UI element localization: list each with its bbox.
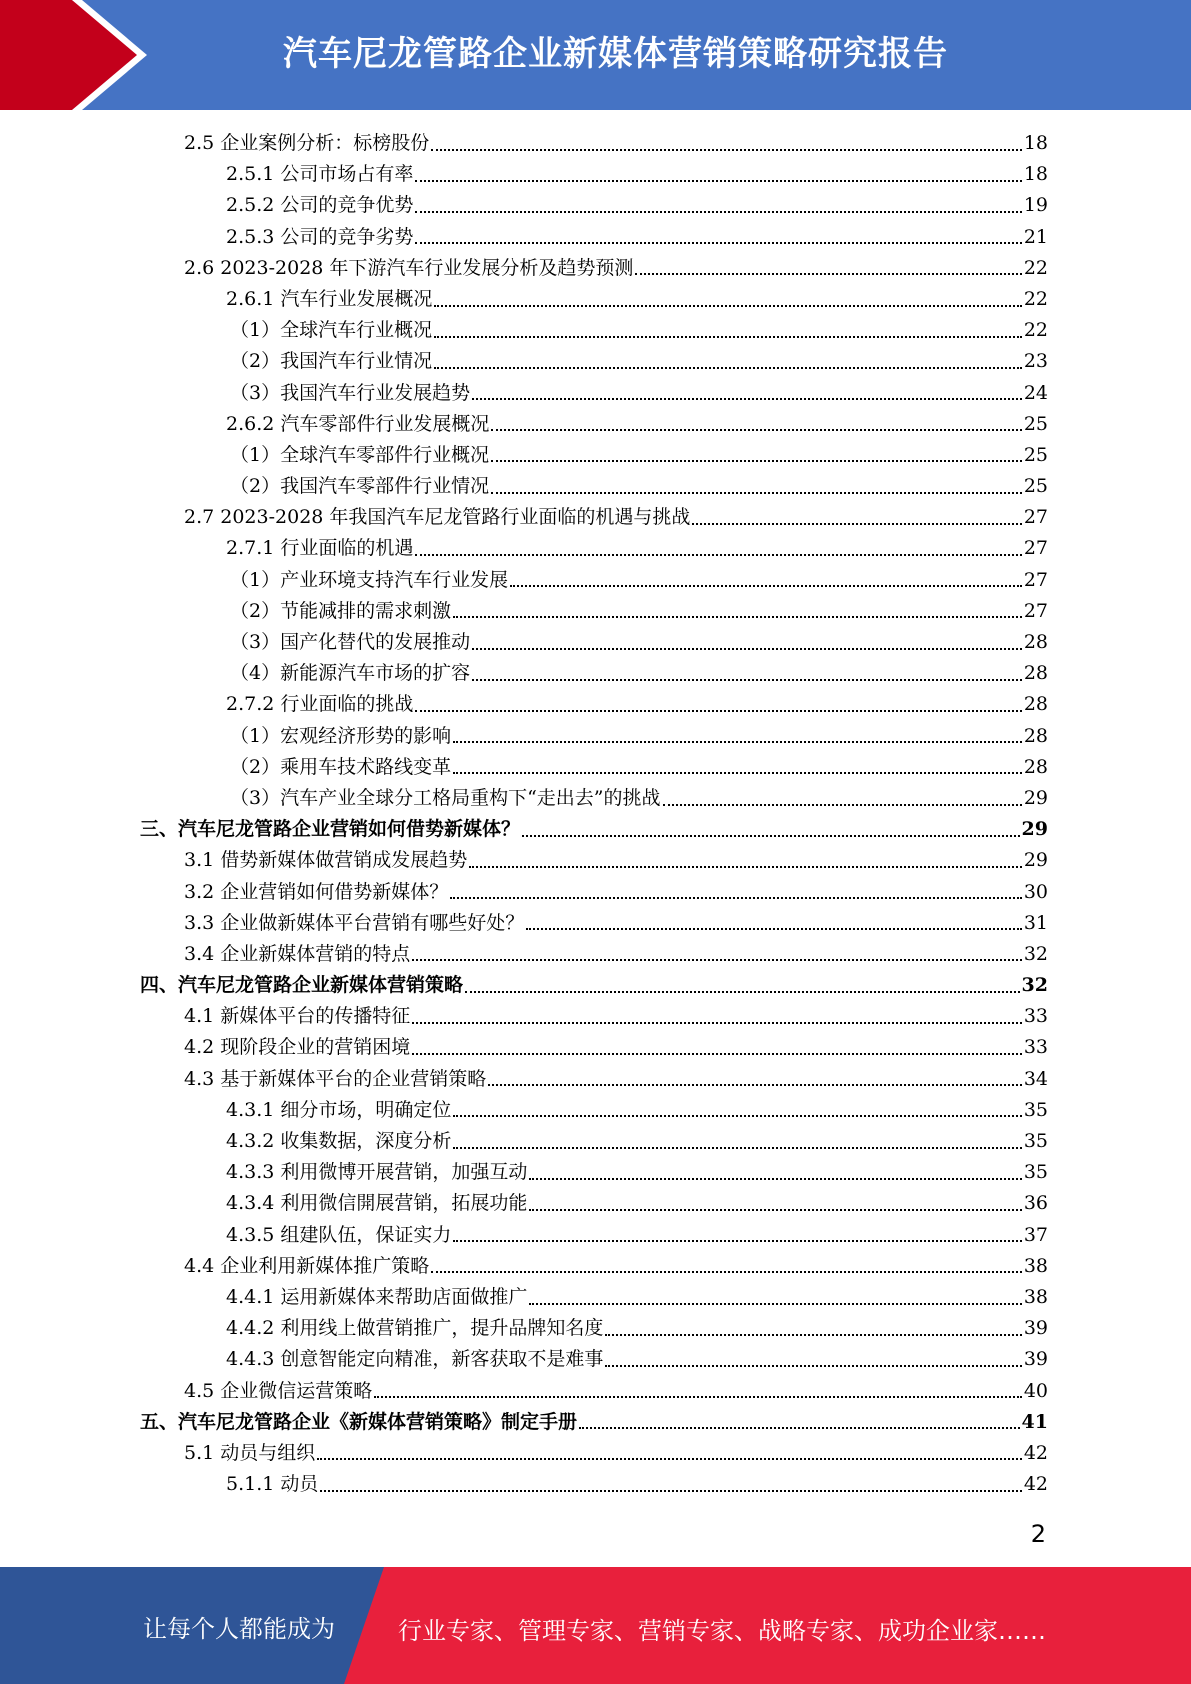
- toc-leader-dots: [415, 180, 1021, 182]
- footer-slogan-left: 让每个人都能成为: [143, 1615, 335, 1643]
- toc-entry[interactable]: [140, 346, 1048, 377]
- toc-entry-page: 29: [1021, 818, 1048, 841]
- toc-entry[interactable]: [140, 658, 1048, 689]
- toc-entry-label: （2）节能减排的需求刺激: [230, 599, 452, 622]
- toc-entry-page: 35: [1023, 1130, 1048, 1152]
- header-chevron-icon: [72, 0, 162, 110]
- report-title: 汽车尼龙管路企业新媒体营销策略研究报告: [283, 34, 948, 74]
- page-header: [0, 0, 1191, 110]
- toc-entry-label: 2.7.1 行业面临的机遇: [226, 537, 414, 560]
- footer-slogan-right: 行业专家、管理专家、营销专家、战略专家、成功企业家……: [398, 1617, 1046, 1645]
- toc-entry-page: 27: [1023, 568, 1048, 591]
- toc-leader-dots: [374, 1396, 1022, 1398]
- toc-entry[interactable]: [140, 1376, 1048, 1407]
- toc-entry-label: 4.3.2 收集数据，深度分析: [226, 1130, 452, 1152]
- toc-entry[interactable]: [140, 970, 1048, 1001]
- toc-entry-page: 21: [1023, 225, 1048, 248]
- toc-entry-page: 18: [1023, 132, 1048, 154]
- toc-leader-dots: [453, 1240, 1021, 1242]
- toc-entry-label: 4.2 现阶段企业的营销困境: [184, 1036, 411, 1059]
- toc-entry[interactable]: [140, 721, 1048, 752]
- toc-entry[interactable]: [140, 1220, 1048, 1251]
- footer-blue-slant: [344, 1567, 384, 1684]
- table-of-contents: [140, 128, 1048, 1500]
- toc-entry[interactable]: [140, 1032, 1048, 1063]
- toc-entry[interactable]: [140, 533, 1048, 564]
- toc-entry-label: （3）汽车产业全球分工格局重构下“走出去”的挑战: [230, 786, 661, 809]
- toc-entry-page: 31: [1023, 911, 1048, 934]
- toc-entry-label: 2.7.2 行业面临的挑战: [226, 693, 414, 716]
- toc-entry[interactable]: [140, 378, 1048, 409]
- toc-entry-page: 24: [1023, 381, 1048, 404]
- toc-leader-dots: [412, 959, 1022, 961]
- toc-entry-label: 4.3.5 组建队伍，保证实力: [226, 1223, 452, 1246]
- toc-entry[interactable]: [140, 1282, 1048, 1313]
- toc-entry[interactable]: [140, 1064, 1048, 1095]
- toc-leader-dots: [522, 835, 1020, 837]
- toc-entry-label: 4.4.1 运用新媒体来帮助店面做推广: [226, 1285, 528, 1308]
- toc-leader-dots: [453, 1115, 1021, 1117]
- toc-leader-dots: [453, 1147, 1021, 1149]
- toc-entry-page: 25: [1023, 475, 1048, 498]
- toc-entry-label: 5.1.1 动员: [226, 1473, 319, 1496]
- toc-entry-page: 28: [1023, 724, 1048, 747]
- toc-entry[interactable]: [140, 284, 1048, 315]
- toc-entry-label: 5.1 动员与组织: [184, 1441, 316, 1464]
- toc-entry-label: （1）产业环境支持汽车行业发展: [230, 568, 509, 591]
- toc-entry[interactable]: [140, 222, 1048, 253]
- toc-entry-label: （2）乘用车技术路线变革: [230, 755, 452, 778]
- toc-leader-dots: [434, 305, 1021, 307]
- toc-entry-page: 35: [1023, 1161, 1048, 1184]
- toc-leader-dots: [635, 273, 1021, 275]
- toc-leader-dots: [472, 398, 1022, 400]
- toc-leader-dots: [663, 804, 1022, 806]
- toc-leader-dots: [415, 211, 1021, 213]
- toc-entry[interactable]: [140, 814, 1048, 845]
- toc-entry[interactable]: [140, 939, 1048, 970]
- toc-entry-page: 39: [1023, 1317, 1048, 1340]
- toc-entry[interactable]: [140, 752, 1048, 783]
- toc-entry-label: 2.5.2 公司的竞争优势: [226, 194, 414, 217]
- toc-leader-dots: [431, 149, 1022, 151]
- toc-entry-label: 4.4.3 创意智能定向精准，新客获取不是难事: [226, 1348, 604, 1371]
- toc-entry-label: 3.4 企业新媒体营销的特点: [184, 942, 411, 965]
- toc-leader-dots: [491, 460, 1022, 462]
- toc-entry-label: 4.3 基于新媒体平台的企业营销策略: [184, 1067, 487, 1090]
- toc-entry-page: 42: [1023, 1473, 1048, 1496]
- toc-entry[interactable]: [140, 1126, 1048, 1157]
- toc-entry-label: 2.5.1 公司市场占有率: [226, 163, 414, 186]
- toc-entry-page: 34: [1023, 1067, 1048, 1090]
- toc-leader-dots: [320, 1490, 1021, 1492]
- toc-entry-label: 2.5 企业案例分析：标榜股份: [184, 132, 430, 154]
- toc-entry-page: 22: [1023, 256, 1048, 279]
- toc-entry-label: （2）我国汽车行业情况: [230, 350, 433, 373]
- toc-entry-label: 4.5 企业微信运营策略: [184, 1379, 373, 1402]
- toc-entry[interactable]: [140, 471, 1048, 502]
- toc-leader-dots: [529, 1303, 1021, 1305]
- toc-entry-label: 2.6.1 汽车行业发展概况: [226, 287, 433, 310]
- toc-entry-page: 35: [1023, 1098, 1048, 1121]
- toc-entry[interactable]: [140, 627, 1048, 658]
- toc-entry[interactable]: [140, 1313, 1048, 1344]
- toc-entry-page: 22: [1023, 319, 1048, 342]
- toc-entry[interactable]: [140, 1095, 1048, 1126]
- toc-leader-dots: [579, 1427, 1020, 1429]
- toc-entry-page: 18: [1023, 163, 1048, 186]
- toc-entry[interactable]: [140, 908, 1048, 939]
- toc-entry[interactable]: [140, 596, 1048, 627]
- toc-entry-label: （1）全球汽车零部件行业概况: [230, 443, 490, 466]
- toc-entry-page: 32: [1021, 974, 1048, 997]
- toc-entry[interactable]: [140, 1188, 1048, 1219]
- toc-entry-page: 25: [1023, 443, 1048, 466]
- toc-leader-dots: [453, 616, 1022, 618]
- toc-entry-page: 27: [1023, 506, 1048, 529]
- toc-entry[interactable]: [140, 502, 1048, 533]
- toc-entry-label: （1）宏观经济形势的影响: [230, 724, 452, 747]
- toc-entry[interactable]: [140, 1438, 1048, 1469]
- toc-leader-dots: [488, 1084, 1022, 1086]
- toc-entry[interactable]: [140, 190, 1048, 221]
- toc-entry-page: 28: [1023, 631, 1048, 653]
- toc-entry-page: 38: [1023, 1285, 1048, 1308]
- toc-leader-dots: [491, 492, 1022, 494]
- toc-entry-page: 28: [1023, 662, 1048, 685]
- toc-entry-page: 42: [1023, 1441, 1048, 1464]
- toc-leader-dots: [412, 1022, 1022, 1024]
- toc-entry-label: 3.2 企业营销如何借势新媒体？: [184, 880, 449, 903]
- toc-entry-label: 2.6 2023-2028 年下游汽车行业发展分析及趋势预测: [184, 256, 634, 279]
- toc-entry-page: 33: [1023, 1005, 1048, 1028]
- toc-entry[interactable]: [140, 1407, 1048, 1438]
- toc-entry-page: 41: [1021, 1410, 1048, 1433]
- toc-entry[interactable]: [140, 1001, 1048, 1032]
- toc-leader-dots: [605, 1334, 1021, 1336]
- toc-leader-dots: [692, 523, 1021, 525]
- toc-entry[interactable]: [140, 689, 1048, 720]
- toc-leader-dots: [415, 710, 1021, 712]
- toc-entry[interactable]: [140, 253, 1048, 284]
- toc-entry[interactable]: [140, 877, 1048, 908]
- toc-entry-page: 36: [1023, 1192, 1048, 1215]
- toc-entry-label: 2.6.2 汽车零部件行业发展概况: [226, 412, 490, 435]
- toc-entry-page: 28: [1023, 693, 1048, 716]
- toc-leader-dots: [529, 1209, 1021, 1211]
- toc-entry-label: 4.3.1 细分市场，明确定位: [226, 1098, 452, 1121]
- toc-leader-dots: [605, 1365, 1021, 1367]
- toc-leader-dots: [491, 429, 1021, 431]
- toc-entry-page: 39: [1023, 1348, 1048, 1371]
- toc-entry-label: 三、汽车尼龙管路企业营销如何借势新媒体？: [140, 818, 521, 841]
- toc-entry-page: 27: [1023, 537, 1048, 560]
- toc-entry-page: 33: [1023, 1036, 1048, 1059]
- toc-entry[interactable]: [140, 128, 1048, 159]
- toc-entry-page: 22: [1023, 287, 1048, 310]
- toc-entry-label: （3）我国汽车行业发展趋势: [230, 381, 471, 404]
- toc-entry-label: 3.1 借势新媒体做营销成发展趋势: [184, 849, 468, 872]
- toc-entry-label: 五、汽车尼龙管路企业《新媒体营销策略》制定手册: [140, 1410, 578, 1433]
- toc-entry-label: 2.7 2023-2028 年我国汽车尼龙管路行业面临的机遇与挑战: [184, 506, 691, 529]
- toc-entry-label: （2）我国汽车零部件行业情况: [230, 475, 490, 498]
- toc-entry-label: （4）新能源汽车市场的扩容: [230, 662, 471, 685]
- toc-entry-label: 4.3.3 利用微博开展营销，加强互动: [226, 1161, 528, 1184]
- toc-entry-page: 27: [1023, 599, 1048, 622]
- toc-entry[interactable]: [140, 409, 1048, 440]
- toc-entry-page: 38: [1023, 1254, 1048, 1277]
- toc-leader-dots: [434, 336, 1022, 338]
- toc-entry-page: 29: [1023, 849, 1048, 872]
- toc-leader-dots: [529, 1178, 1021, 1180]
- toc-entry-page: 23: [1023, 350, 1048, 373]
- page-footer: [0, 1567, 1191, 1684]
- toc-entry-page: 28: [1023, 755, 1048, 778]
- toc-entry[interactable]: [140, 1157, 1048, 1188]
- toc-entry-page: 19: [1023, 194, 1048, 217]
- toc-entry[interactable]: [140, 159, 1048, 190]
- toc-leader-dots: [453, 741, 1022, 743]
- toc-entry[interactable]: [140, 315, 1048, 346]
- page-number: 2: [1030, 1520, 1046, 1548]
- toc-entry-label: 4.4.2 利用线上做营销推广，提升品牌知名度: [226, 1317, 604, 1340]
- toc-leader-dots: [431, 1271, 1022, 1273]
- toc-leader-dots: [453, 772, 1022, 774]
- toc-entry[interactable]: [140, 1344, 1048, 1375]
- toc-entry-label: 四、汽车尼龙管路企业新媒体营销策略: [140, 974, 464, 997]
- toc-entry-label: 4.3.4 利用微信開展营销，拓展功能: [226, 1192, 528, 1215]
- toc-leader-dots: [412, 1053, 1022, 1055]
- header-red-block: [0, 0, 72, 110]
- toc-leader-dots: [472, 648, 1022, 650]
- toc-entry-label: 2.5.3 公司的竞争劣势: [226, 225, 414, 248]
- toc-leader-dots: [526, 928, 1022, 930]
- toc-leader-dots: [415, 554, 1021, 556]
- toc-leader-dots: [510, 585, 1022, 587]
- toc-entry-page: 30: [1023, 880, 1048, 903]
- toc-leader-dots: [317, 1458, 1022, 1460]
- toc-leader-dots: [434, 367, 1022, 369]
- toc-entry[interactable]: [140, 440, 1048, 471]
- toc-entry[interactable]: [140, 783, 1048, 814]
- toc-entry-page: 40: [1023, 1379, 1048, 1402]
- toc-leader-dots: [465, 991, 1020, 993]
- toc-entry[interactable]: [140, 1469, 1048, 1500]
- toc-entry[interactable]: [140, 1251, 1048, 1282]
- toc-entry-page: 37: [1023, 1223, 1048, 1246]
- toc-entry-label: 4.1 新媒体平台的传播特征: [184, 1005, 411, 1028]
- toc-leader-dots: [450, 897, 1022, 899]
- toc-leader-dots: [469, 866, 1022, 868]
- toc-leader-dots: [415, 242, 1021, 244]
- toc-leader-dots: [472, 679, 1022, 681]
- toc-entry-label: （1）全球汽车行业概况: [230, 319, 433, 342]
- toc-entry[interactable]: [140, 845, 1048, 876]
- toc-entry-label: （3）国产化替代的发展推动: [230, 631, 471, 653]
- toc-entry-label: 3.3 企业做新媒体平台营销有哪些好处？: [184, 911, 525, 934]
- toc-entry-page: 32: [1023, 942, 1048, 965]
- toc-entry-page: 25: [1023, 412, 1048, 435]
- toc-entry-page: 29: [1023, 786, 1048, 809]
- toc-entry[interactable]: [140, 565, 1048, 596]
- toc-entry-label: 4.4 企业利用新媒体推广策略: [184, 1254, 430, 1277]
